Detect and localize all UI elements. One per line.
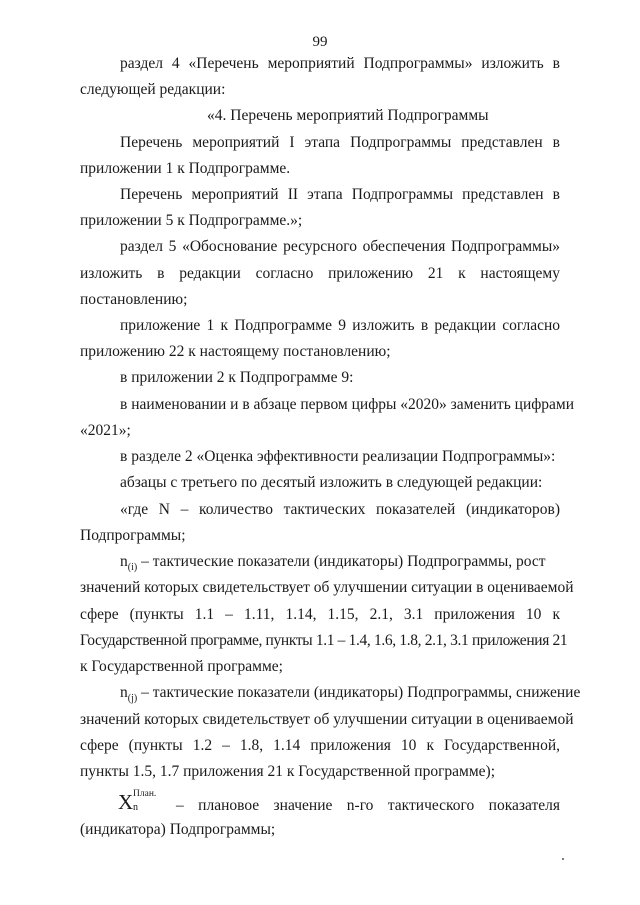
text-line xyxy=(120,552,560,574)
text-line: сфере (пункты 1.2 – 1.8, 1.14 приложения 10 к Государственной, xyxy=(80,737,560,754)
formula-line xyxy=(118,789,560,816)
formula-symbol: n xyxy=(120,684,128,701)
text-line: приложению 22 к настоящему постановлению; xyxy=(80,343,391,360)
scan-speck xyxy=(562,858,564,860)
section-heading: «4. Перечень мероприятий Подпрограммы xyxy=(207,107,489,124)
text-line: сфере (пункты 1.1 – 1.11, 1.14, 1.15, 2.1, 3.1 приложения 10 к xyxy=(80,606,560,623)
text-line: постановлению; xyxy=(80,291,188,308)
text-line: в наименовании и в абзаце первом цифры «2020» заменить цифрами xyxy=(120,396,575,413)
text-fragment: – тактические показатели (индикаторы) Подпрограммы, снижение xyxy=(137,684,581,701)
text-fragment: – тактические показатели (индикаторы) Подпрограммы, рост xyxy=(137,553,546,570)
text-line: в приложении 2 к Подпрограмме 9: xyxy=(120,369,354,386)
text-line xyxy=(120,683,581,705)
text-line: (индикатора) Подпрограммы; xyxy=(80,821,276,838)
text-line: приложении 1 к Подпрограмме. xyxy=(80,160,291,177)
formula-subscript: (j) xyxy=(127,693,138,704)
text-line: приложение 1 к Подпрограмме 9 изложить в редакции согласно xyxy=(120,317,560,334)
formula-superscript: План. xyxy=(133,789,157,799)
text-line: в разделе 2 «Оценка эффективности реализации Подпрограммы»: xyxy=(120,448,556,465)
text-line: Перечень мероприятий I этапа Подпрограммы представлен в xyxy=(120,134,560,151)
formula-subscript: (i) xyxy=(127,562,138,573)
formula-symbol: X План. n xyxy=(118,790,133,814)
text-line: значений которых свидетельствует об улучшении ситуации в оцениваемой xyxy=(80,579,574,596)
text-fragment: – плановое значение n-го тактического показателя xyxy=(176,797,560,814)
formula-subscript: n xyxy=(133,802,138,813)
text-line: раздел 5 «Обоснование ресурсного обеспечения Подпрограммы» xyxy=(120,238,560,255)
formula-symbol: n xyxy=(120,553,128,570)
text-line: изложить в редакции согласно приложению 21 к настоящему xyxy=(80,265,560,282)
text-line: Перечень мероприятий II этапа Подпрограммы представлен в xyxy=(120,186,560,203)
text-line: Государственной программе, пункты 1.1 – 1.4, 1.6, 1.8, 2.1, 3.1 приложения 21 xyxy=(80,632,568,649)
page-number: 99 xyxy=(312,34,328,50)
text-line: «где N – количество тактических показателей (индикаторов) xyxy=(120,501,560,518)
text-line: Подпрограммы; xyxy=(80,527,186,544)
text-line: к Государственной программе; xyxy=(80,658,283,675)
text-line: «2021»; xyxy=(80,422,131,439)
text-line: приложении 5 к Подпрограмме.»; xyxy=(80,212,303,229)
text-line: следующей редакции: xyxy=(80,81,226,98)
text-line: пункты 1.5, 1.7 приложения 21 к Государственной программе); xyxy=(80,763,496,780)
text-line: значений которых свидетельствует об улучшении ситуации в оцениваемой xyxy=(80,711,574,728)
text-line: абзацы с третьего по десятый изложить в следующей редакции: xyxy=(120,474,543,491)
text-line: раздел 4 «Перечень мероприятий Подпрограммы» изложить в xyxy=(120,55,560,72)
